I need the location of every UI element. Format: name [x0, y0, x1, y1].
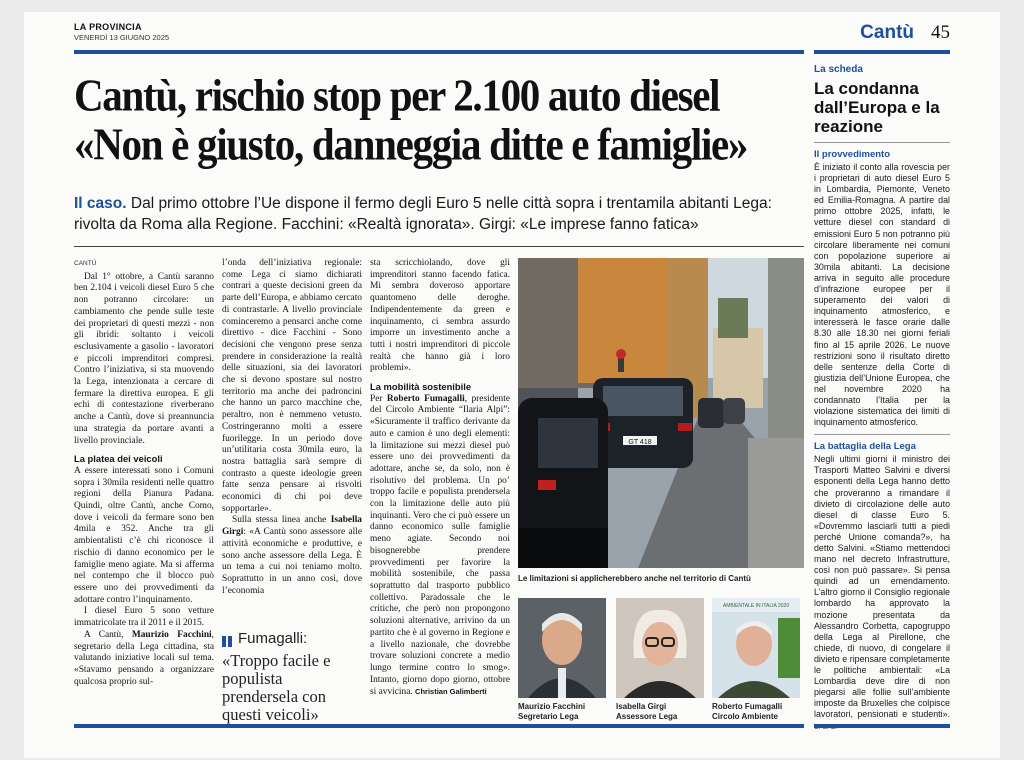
- bottom-rule: [74, 724, 804, 728]
- sidebar-divider: [814, 434, 950, 435]
- portrait-name: Maurizio Facchini: [518, 702, 586, 711]
- portrait-caption: [518, 702, 614, 722]
- photo-caption: Le limitazioni si applicherebbero anche nel territorio di Cantù: [518, 574, 751, 583]
- street-traffic-image: [518, 258, 804, 568]
- portrait-name: Roberto Fumagalli: [712, 702, 783, 711]
- article-paragraph: Sulla stessa linea anche Isabella Girgi: «A Cantù sono assessore alle attività economiche e produttive, e sono anche assessore della Lega. È un tema a cui noi teniamo molto. Soprattutto in un anno così, dove l’economia: [222, 515, 362, 596]
- pull-quote-text: «Troppo facile e populista prendersela con questi veicoli»: [222, 651, 331, 724]
- author-signature: Christian Galimberti: [415, 687, 487, 697]
- section-name: Cantù: [860, 22, 914, 43]
- portrait-name: Isabella Girgi: [616, 702, 667, 711]
- article-paragraph: I diesel Euro 5 sono vetture immatricolate tra il 2011 e il 2015.: [74, 606, 214, 629]
- pull-quote-author: Fumagalli:: [238, 630, 308, 647]
- article-column-1: [74, 258, 214, 688]
- bottom-rule-sidebar: [814, 724, 950, 728]
- article-paragraph: l’onda dell’iniziativa regionale: come Lega ci siamo dichiarati contrari a queste decisioni green da parte dell’Europa, e abbiamo cercato di contrastarle. A livello provinciale cominceremo a pensarci anche come direttivo - dice Facchini - Sono decisioni che vengono prese senza prendere in considerazione la realtà delle situazioni, sia dei lavoratori che si devono spostare sul nostro territorio ma anche dei padroncini che hanno un parco macchine che, peraltro, non è nemmeno vetusto. Costringeranno molti a essere fuorilegge. In un periodo dove un’utilitaria costa 30mila euro, la nostra battaglia sarà sempre di contrasto a queste ideologie green fatte senza pensare ai risvolti economici di chi poi deve sopportarle».: [222, 258, 362, 514]
- article-paragraph: A Cantù, Maurizio Facchini, segretario della Lega cittadina, sta valutando iniziative locali sul tema. «Stavamo pensando a organizzare qualcosa proprio sul-: [74, 629, 214, 687]
- dateline: CANTÙ: [74, 260, 97, 267]
- portrait-girgi: [616, 598, 704, 698]
- sidebar-subheading: Il provvedimento: [814, 149, 891, 160]
- sidebar-paragraph: È iniziato il conto alla rovescia per i proprietari di auto diesel Euro 5 in Lombardia, Piemonte, Veneto ed Emilia-Romagna. A partire dal primo ottobre 2025, infatti, le vetture diesel con standard di emissioni Euro 5 non potranno più circolare liberamente nei comuni con popolazione superiore ai 30mila abitanti. La decisione arriva in seguito alle procedure d’infrazione europee per il superamento dei valori di inquinamento atmosferico, e interesserà le fasce orarie dalle 8.30 alle 18.30 nei giorni feriali fino al 15 aprile 2026. Le nuove restrizioni sono il risultato diretto delle sentenze della Corte di giustizia dell’Unione Europea, che nel novembre 2020 ha condannato l’Italia per la violazione sistematica dei limiti di inquinamento atmosferico.: [814, 162, 950, 428]
- person-name: Maurizio Facchini: [131, 629, 212, 640]
- headline-line-2: «Non è giusto, danneggia ditte e famiglie»: [74, 118, 748, 170]
- summary-rule: [74, 246, 804, 247]
- portrait-caption: [712, 702, 808, 722]
- portrait-image: [712, 598, 800, 698]
- portrait-role: Assessore Lega: [616, 712, 678, 721]
- article-paragraph: A essere interessati sono i Comuni sopra i 30mila residenti nelle quattro regioni della Pianura Padana. Quindi, oltre Cantù, anche Como, dove i veicoli da fermare sono ben 4mila e 352. Anche tra gli ambientalisti c’è chi riconosce il rischio di danno economico per le famiglie meno agiate. Ma si afferma nel contempo che il blocco può essere uno dei provvedimenti da adottare contro l’inquinamento.: [74, 465, 214, 605]
- summary-text: Dal primo ottobre l’Ue dispone il fermo degli Euro 5 nelle città sopra i trentamila abitanti Lega: rivolta da Roma alla Regione. Facchini: «Realtà ignorata». Girgi: «Le imprese fanno fatica»: [74, 195, 772, 233]
- article-subheading: La platea dei veicoli: [74, 453, 163, 465]
- masthead: [74, 22, 954, 52]
- headline-line-1: Cantù, rischio stop per 2.100 auto diesel: [74, 68, 720, 121]
- publication-name: LA PROVINCIA: [74, 22, 142, 32]
- license-plate-text: GT 418: [628, 439, 652, 446]
- portrait-image: [518, 598, 606, 698]
- sidebar-paragraph: Negli ultimi giorni il ministro dei Trasporti Matteo Salvini e diversi esponenti della Lega hanno detto che proveranno a rimandare il divieto di circolazione delle auto diesel di classe Euro 5. «Dovremmo lasciarli tutti a piedi perché Unione comanda?», ha detto Salvini. «Stiamo mettendoci mano nel decreto Infrastrutture, così non può passare». Si pensa quindi ad un emendamento. L’altro giorno il Consiglio regionale lombardo ha approvato la mozione presentata da Alessandro Corbetta, capogruppo della Lega al Pirellone, che chiede, di nuovo, di congelare il divieto e ripensare completamente le politiche ambientali: «La Lombardia deve dire di non piegarsi alle follie sull’ambiente imposte da Bruxelles che colpisce lavoratori, pensionati e studenti».: [814, 454, 950, 732]
- quote-marks-icon: [222, 634, 234, 652]
- sidebar-box: [814, 64, 950, 733]
- top-rule: [74, 50, 804, 54]
- headline: [74, 70, 804, 169]
- summary-kicker: Il caso.: [74, 195, 127, 212]
- portrait-facchini: [518, 598, 606, 698]
- street-photo: [518, 258, 804, 568]
- person-name: Isabella Girgi: [222, 515, 362, 538]
- pull-quote: [222, 630, 362, 724]
- publication-date: VENERDÌ 13 GIUGNO 2025: [74, 33, 170, 42]
- person-name: Roberto Fumagalli: [386, 393, 465, 404]
- sidebar-label: La scheda: [814, 64, 863, 75]
- article-subheading: La mobilità sostenibile: [370, 381, 472, 393]
- sidebar-subheading: La battaglia della Lega: [814, 441, 916, 453]
- article-column-3: [370, 258, 510, 699]
- summary: [74, 193, 804, 235]
- article-paragraph: sta scricchiolando, dove gli imprenditori stanno facendo fatica. Mi sembra doveroso apportare quantomeno delle deroghe. Indipendentemente da green e inquinamento, ci sembra assurdo imporre un investimento anche a tutti i nostri imprenditori di piccole realtà che hanno già i loro problemi».: [370, 258, 510, 374]
- sidebar-divider: [814, 142, 950, 143]
- portrait-caption: [616, 702, 712, 722]
- portrait-banner-text: AMBIENTALE IN ITALIA 2020: [722, 603, 790, 609]
- page-number: 45: [931, 22, 950, 43]
- article-paragraph: Dal 1° ottobre, a Cantù saranno ben 2.104 i veicoli diesel Euro 5 che non potranno circolare: un cambiamento che pende sulle teste dei proprietari di questi mezzi - non gli ibridi: soltanto i veicoli esclusivamente a gasolio - lavoratori e piccoli imprenditori compresi. Contro l’iniziativa, si sta muovendo la Lega, intenzionata a cercare di fermare la direttiva europea. E gli echi di contestazione riverberano anche a Cantù, dove si preannuncia una strategia da portare avanti a livello provinciale.: [74, 271, 214, 446]
- article-column-2: [222, 258, 362, 597]
- portrait-image: [616, 598, 704, 698]
- portrait-role: Circolo Ambiente: [712, 712, 778, 721]
- portrait-fumagalli: [712, 598, 800, 698]
- portrait-role: Segretario Lega: [518, 712, 579, 721]
- article-paragraph: Per Roberto Fumagalli, presidente del Circolo Ambiente “Ilaria Alpi”: «Sicuramente il traffico derivante da auto e camion è uno degli elementi: la limitazione sui mezzi diesel può essere uno dei provvedimenti da adottare, anche se, da solo, non è risolutivo del problema. Un po’ troppo facile e populista prendersela con la limitazione delle auto più inquinanti. Vero che ci può essere un danno economico sulle famiglie meno agiate. Secondo noi bisognerebbe prendere provvedimenti per favorire la mobilità sostenibile, che passa soprattutto dal trasporto pubblico collettivo. Paradossale che le critiche, che però non propongono soluzioni alternative, arrivino da un partito che è al governo in Regione e a livello nazionale, che dovrebbe trovare soluzioni concrete a medio lungo termine contro lo smog». Intanto, giorno dopo giorno, ottobre si avvicina. Christian Galimberti: [370, 393, 510, 698]
- top-rule-sidebar: [814, 50, 950, 54]
- sidebar-title: La condanna dall’Europa e la reazione: [814, 79, 940, 136]
